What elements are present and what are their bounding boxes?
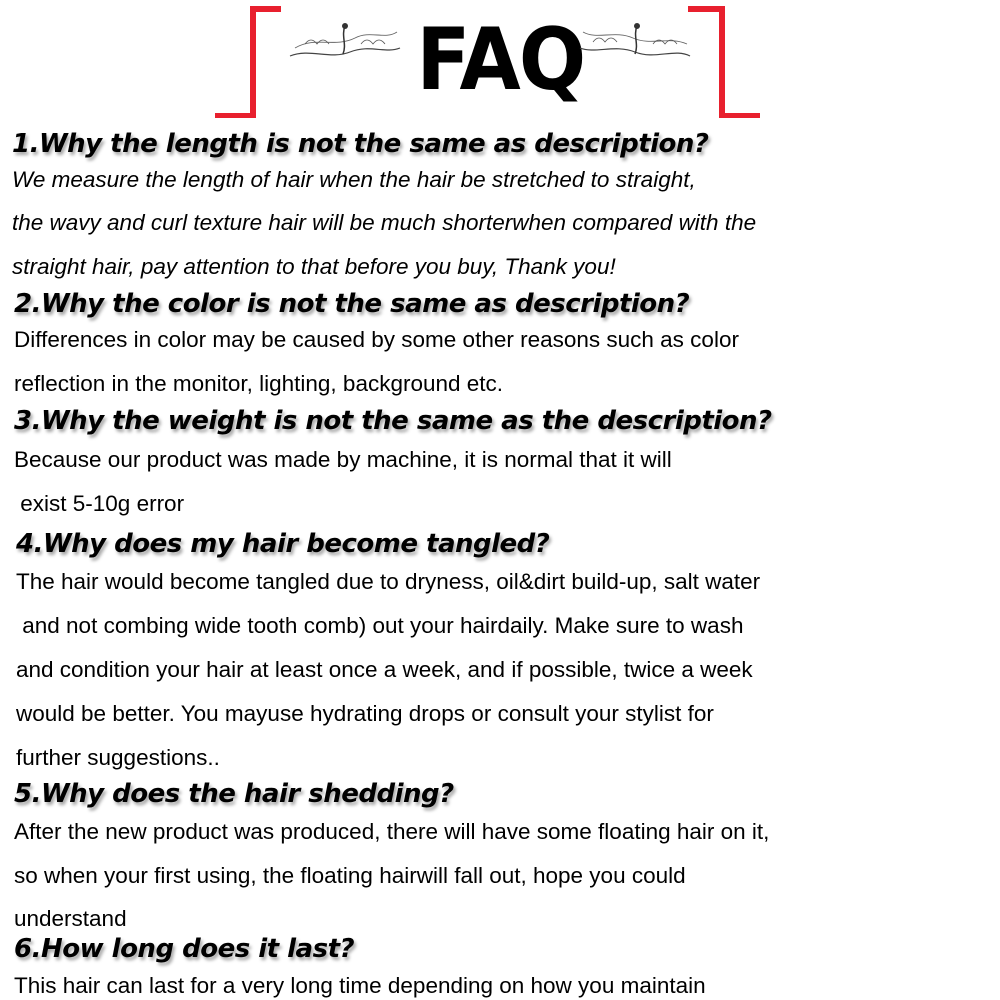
page-title: FAQ [416, 10, 585, 110]
faq-answer-line: After the new product was produced, there will have some floating hair on it, [14, 819, 770, 844]
faq-answer-line: so when your first using, the floating hairwill fall out, hope you could [14, 863, 686, 888]
faq-answer-line: and condition your hair at least once a week, and if possible, twice a week [16, 657, 753, 682]
faq-question: 2.Why the color is not the same as description? [14, 289, 690, 319]
faq-answer-line: further suggestions.. [16, 745, 220, 770]
faq-question: 4.Why does my hair become tangled? [16, 529, 550, 559]
faq-answer-line: reflection in the monitor, lighting, background etc. [14, 371, 504, 396]
faq-answer-line: and not combing wide tooth comb) out your hairdaily. Make sure to wash [16, 613, 744, 638]
faq-question: 5.Why does the hair shedding? [14, 779, 454, 809]
faq-answer-line: Differences in color may be caused by some other reasons such as color [14, 327, 739, 352]
faq-answer-line: understand [14, 906, 127, 931]
faq-question: 3.Why the weight is not the same as the description? [14, 406, 772, 436]
faq-answer-line: This hair can last for a very long time depending on how you maintain [14, 973, 706, 998]
faq-answer-line: straight hair, pay attention to that before you buy, Thank you! [12, 254, 616, 279]
faq-answer-line: the wavy and curl texture hair will be much shorterwhen compared with the [12, 210, 757, 235]
faq-answer-line: The hair would become tangled due to dryness, oil&dirt build-up, salt water [16, 569, 761, 594]
faq-answer-line: exist 5-10g error [14, 491, 185, 516]
faq-answer-line: Because our product was made by machine, it is normal that it will [14, 447, 672, 472]
faq-answer-line: We measure the length of hair when the hair be stretched to straight, [12, 167, 696, 192]
faq-question: 6.How long does it last? [14, 934, 355, 964]
faq-question: 1.Why the length is not the same as description? [12, 129, 709, 159]
faq-answer-line: would be better. You mayuse hydrating drops or consult your stylist for [16, 701, 714, 726]
